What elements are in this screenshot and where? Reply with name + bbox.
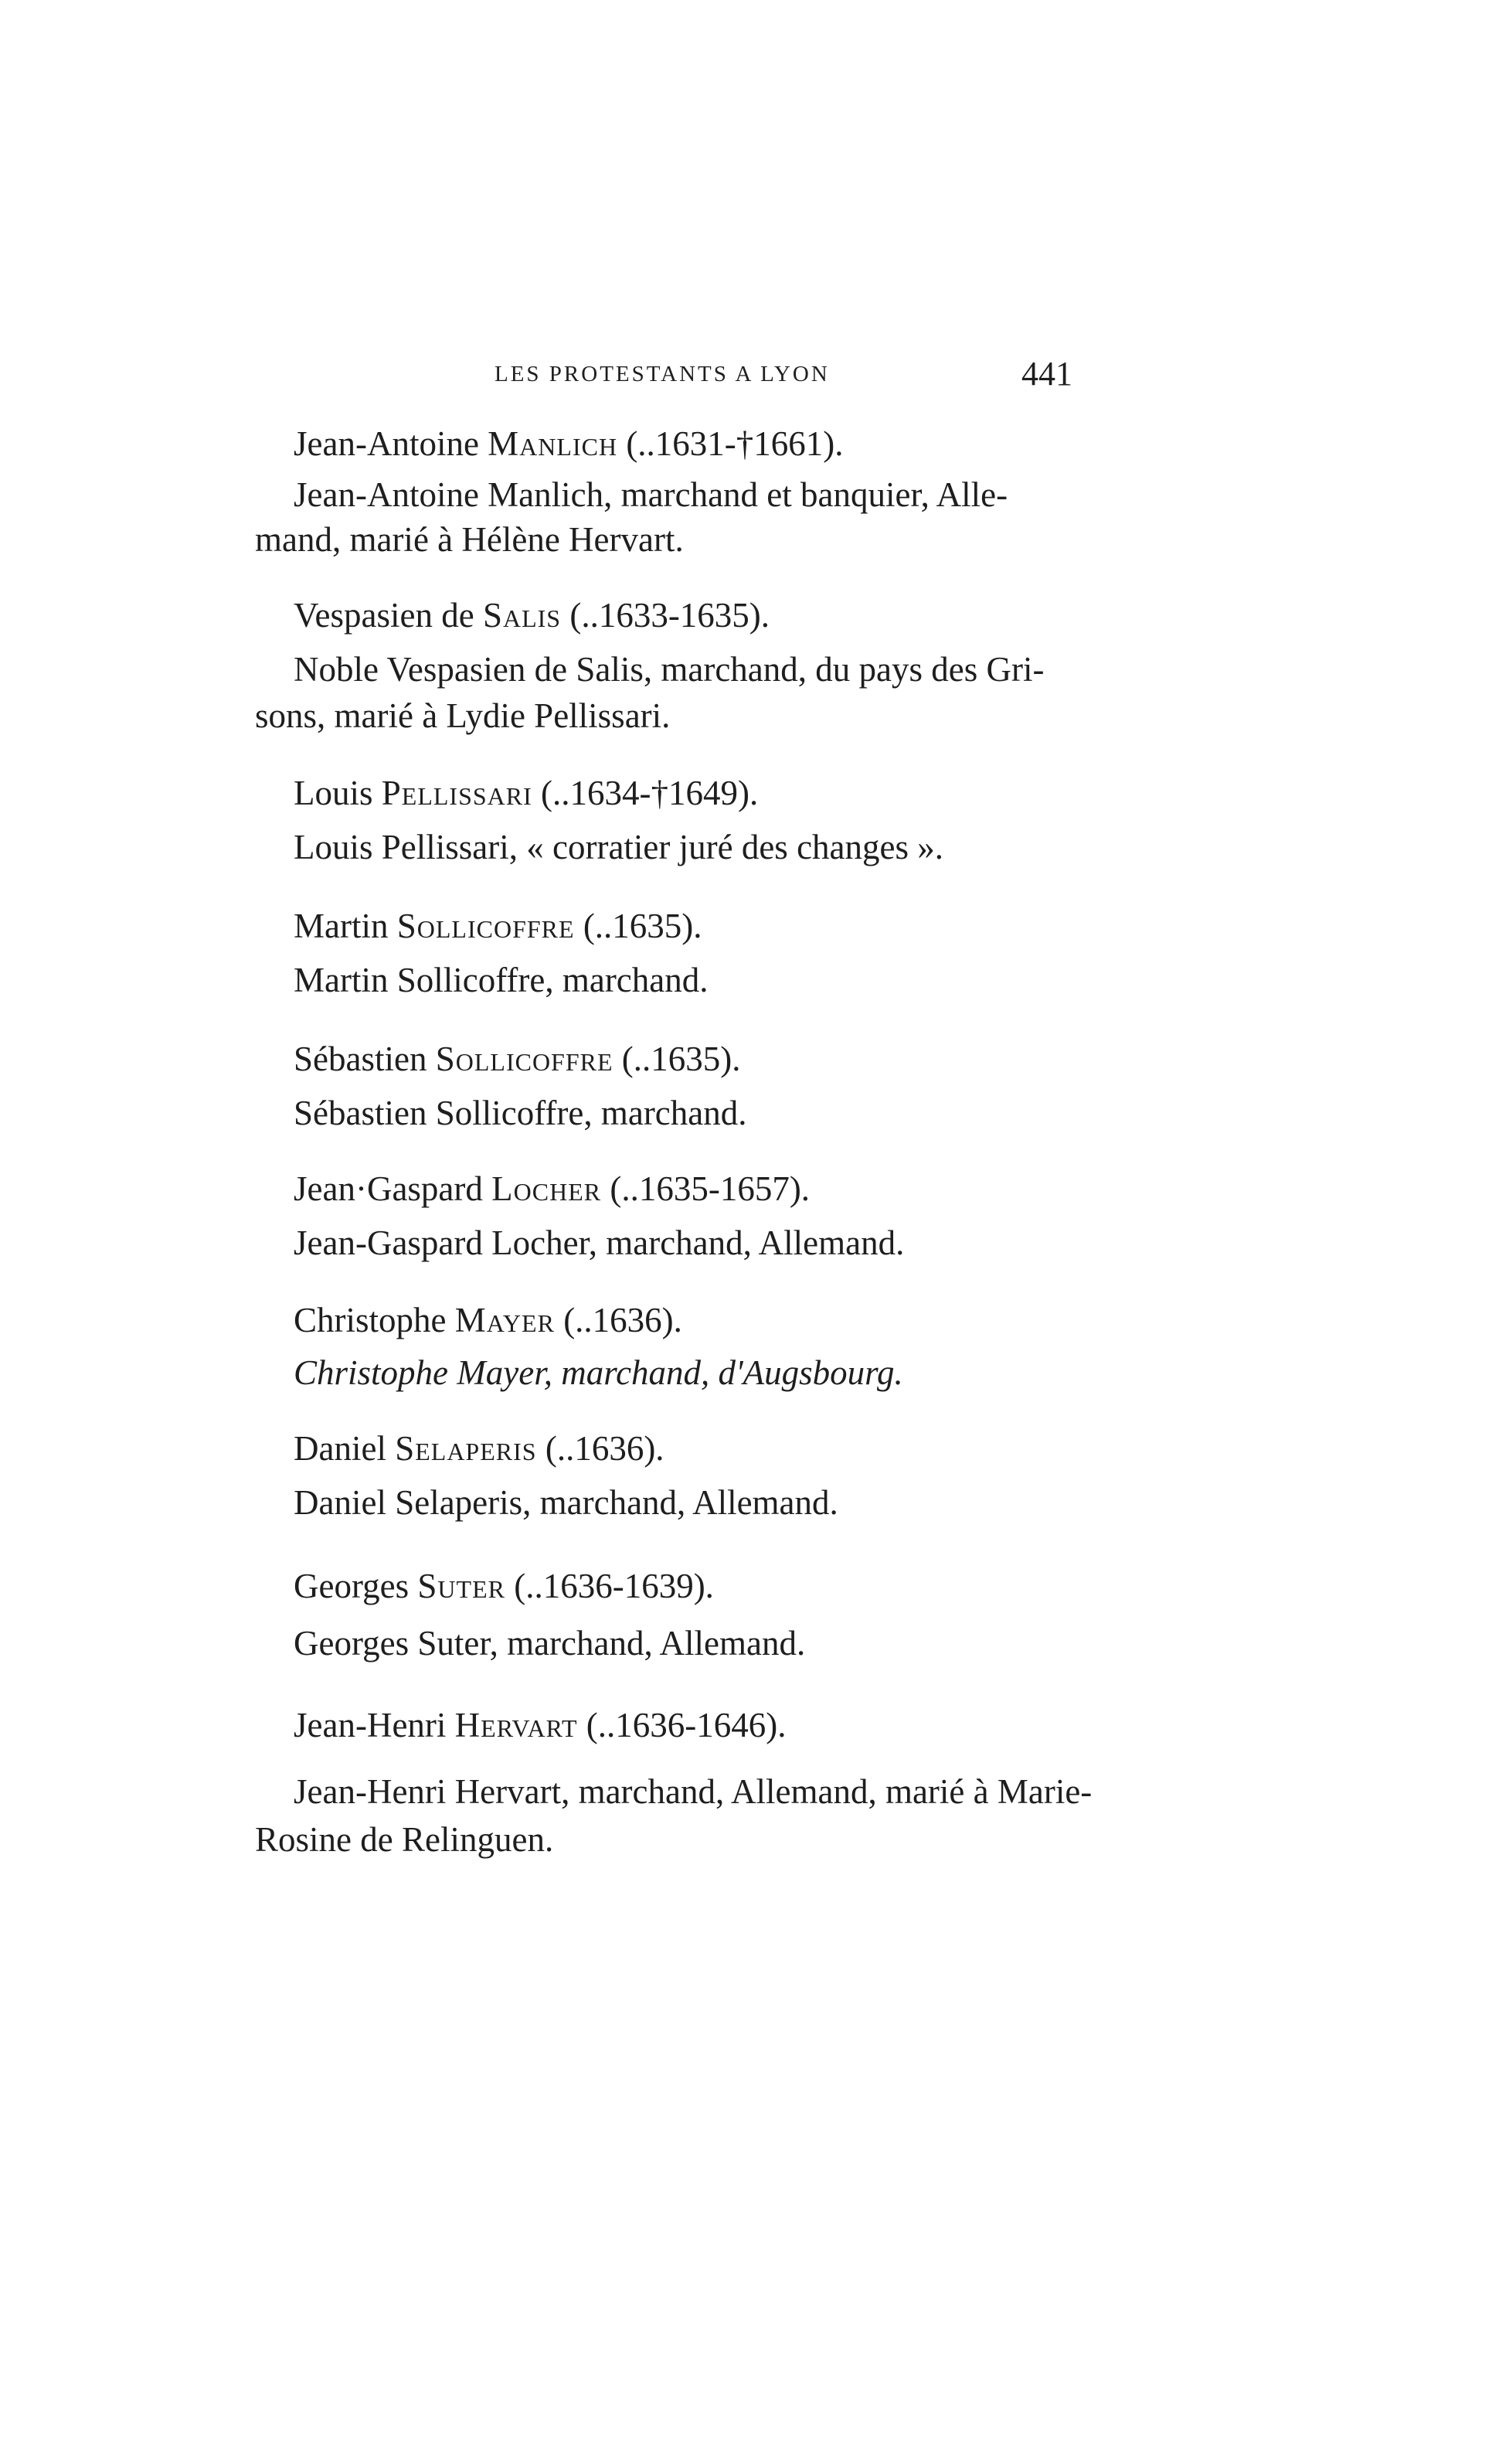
page-number: 441	[1021, 355, 1072, 393]
entry-dates: (..1636).	[563, 1301, 682, 1339]
entry-dates: (..1636-1639).	[514, 1567, 714, 1605]
entry-text-line: Martin Sollicoffre, marchand.	[294, 961, 709, 999]
entry-dates: (..1635-1657).	[610, 1169, 811, 1208]
entry-given-name: Martin	[294, 907, 389, 945]
entry-surname: Mayer	[454, 1301, 555, 1339]
entry-given-name: Sébastien	[294, 1040, 427, 1078]
running-title: LES PROTESTANTS A LYON	[495, 362, 830, 386]
entry-surname: Salis	[482, 596, 562, 635]
entry-surname: Hervart	[454, 1706, 578, 1744]
entry-text-line: Jean-Gaspard Locher, marchand, Allemand.	[294, 1223, 905, 1262]
entry-given-name: Vespasien de	[294, 596, 474, 635]
entry-given-name: Christophe	[294, 1301, 447, 1339]
entry-given-name: Daniel	[294, 1429, 386, 1468]
entry-text-line: sons, marié à Lydie Pellissari.	[255, 696, 671, 735]
entry-surname: Manlich	[488, 424, 618, 463]
entry-text-line: Daniel Selaperis, marchand, Allemand.	[294, 1483, 838, 1522]
entry-surname: Pellissari	[381, 774, 532, 812]
entry-dates: (..1633-1635).	[569, 596, 770, 635]
entry-heading	[294, 594, 770, 637]
entry-text-line: Jean-Antoine Manlich, marchand et banquier, Alle-	[294, 475, 1008, 514]
entry-given-name: Jean-Henri	[294, 1706, 447, 1744]
entry-dates: (..1635).	[621, 1040, 741, 1078]
entry-given-name: Jean·Gaspard	[294, 1169, 483, 1208]
entry-given-name: Georges	[294, 1567, 410, 1605]
entry-surname: Selaperis	[395, 1429, 537, 1468]
entry-text-line: Jean-Henri Hervart, marchand, Allemand, marié à Marie-	[294, 1772, 1093, 1811]
entry-text-line: Rosine de Relinguen.	[255, 1820, 554, 1859]
entry-surname: Sollicoffre	[435, 1040, 613, 1078]
entry-surname: Sollicoffre	[396, 907, 575, 945]
entry-heading	[294, 1564, 714, 1608]
entry-heading	[294, 1167, 810, 1210]
entry-text-line: mand, marié à Hélène Hervart.	[255, 520, 684, 559]
entry-text-line: Sébastien Sollicoffre, marchand.	[294, 1094, 747, 1132]
entry-heading	[294, 1703, 787, 1747]
entry-heading	[294, 1427, 664, 1470]
entry-given-name: Louis	[294, 774, 373, 812]
entry-heading	[294, 771, 758, 815]
entry-dates: (..1636-1646).	[586, 1706, 787, 1744]
entry-text-line: Louis Pellissari, « corratier juré des changes ».	[294, 828, 944, 866]
entry-heading	[294, 1037, 741, 1081]
entry-text-line: Christophe Mayer, marchand, d'Augsbourg.	[294, 1353, 903, 1392]
entry-surname: Locher	[491, 1169, 602, 1208]
entry-dates: (..1635).	[583, 907, 702, 945]
entry-surname: Suter	[417, 1567, 505, 1605]
entry-heading	[294, 422, 844, 465]
entry-dates: (..1634-†1649).	[541, 774, 759, 812]
entry-text-line: Georges Suter, marchand, Allemand.	[294, 1624, 806, 1663]
entry-dates: (..1636).	[545, 1429, 664, 1468]
entry-heading	[294, 904, 702, 948]
entry-dates: (..1631-†1661).	[626, 424, 844, 463]
entry-text-line: Noble Vespasien de Salis, marchand, du pays des Gri-	[294, 650, 1045, 689]
entry-heading	[294, 1298, 682, 1342]
entry-given-name: Jean-Antoine	[294, 424, 479, 463]
